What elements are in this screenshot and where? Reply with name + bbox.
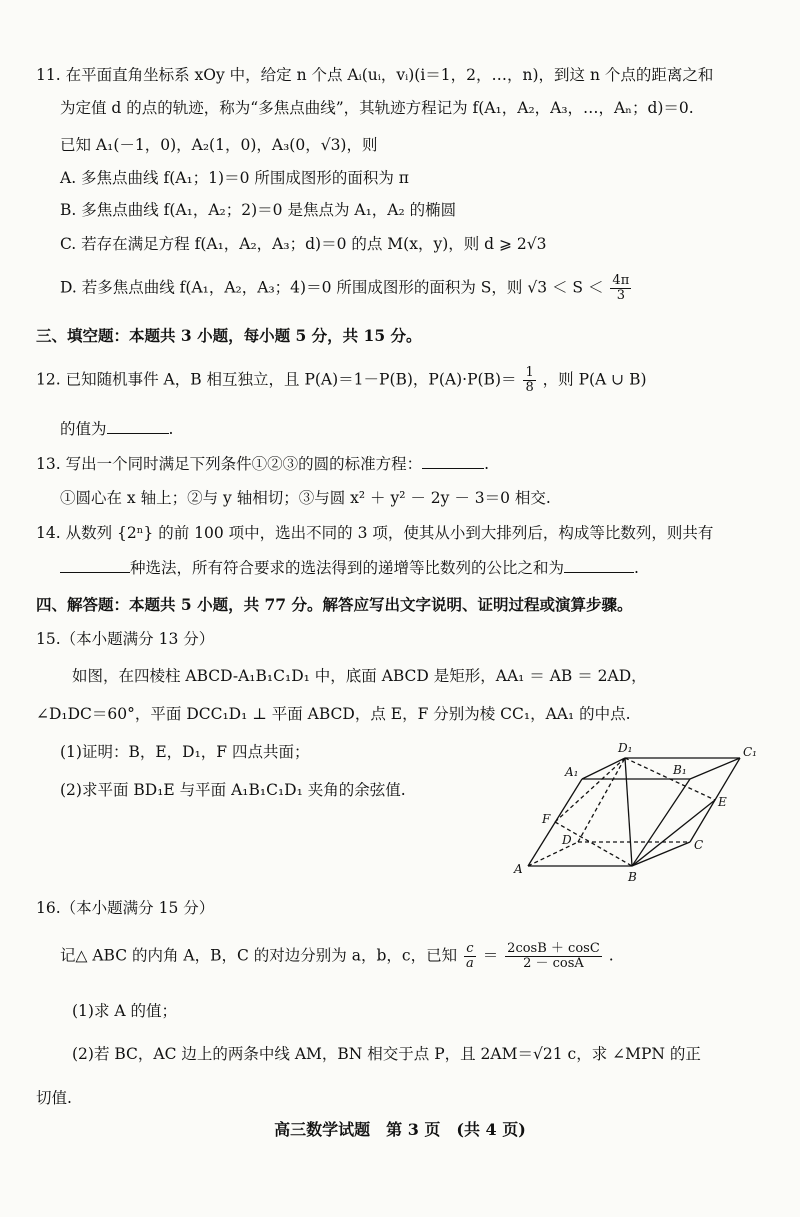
q16-heading: 16.（本小题满分 15 分）	[36, 899, 215, 917]
q14-line-1: 14. 从数列 {2ⁿ} 的前 100 项中，选出不同的 3 项，使其从小到大排列后，构成等比数列，则共有	[36, 524, 714, 542]
edge-bb1	[632, 779, 690, 866]
q11-option-d-fraction	[610, 274, 631, 303]
answer-blank[interactable]	[60, 558, 130, 573]
q11-option-c: C. 若存在满足方程 f(A₁，A₂，A₃；d)＝0 的点 M(x，y)，则 d ⩾ 2√3	[60, 235, 547, 253]
q11-option-d-text: D. 若多焦点曲线 f(A₁，A₂，A₃；4)＝0 所围成图形的面积为 S，则 √3 ＜ S ＜	[60, 278, 604, 297]
q12-fraction	[523, 366, 535, 395]
label-a: A	[514, 862, 523, 876]
fraction-denominator: 3	[616, 288, 625, 303]
label-d: D	[562, 833, 572, 847]
label-c1: C₁	[743, 745, 757, 759]
prism-figure	[510, 738, 772, 888]
fraction-denominator: a	[466, 956, 474, 971]
q11-line-3: 已知 A₁(－1，0)，A₂(1，0)，A₃(0，√3)，则	[60, 136, 378, 154]
label-f: F	[542, 812, 551, 826]
edge-b1c1	[690, 758, 740, 779]
fraction-denominator: 8	[525, 380, 534, 395]
q11-line-1: 11. 在平面直角坐标系 xOy 中，给定 n 个点 Aᵢ(uᵢ，vᵢ)(i＝1，2，…，n)，到这 n 个点的距离之和	[36, 66, 714, 84]
q12-text-pre: 12. 已知随机事件 A，B 相互独立，且 P(A)＝1－P(B)，P(A)·P(B)＝	[36, 370, 517, 389]
q12-text-post: ，则 P(A ∪ B)	[542, 370, 647, 389]
q11-line-2: 为定值 d 的点的轨迹，称为“多焦点曲线”，其轨迹方程记为 f(A₁，A₂，A₃，…，Aₙ；d)＝0.	[60, 99, 694, 117]
q11-option-d	[60, 274, 633, 303]
q13-text: 13. 写出一个同时满足下列条件①②③的圆的标准方程：	[36, 455, 423, 473]
fraction-numerator: 1	[525, 365, 534, 380]
q14-text: 种选法，所有符合要求的选法得到的递增等比数列的公比之和为	[130, 559, 565, 577]
answer-blank[interactable]	[107, 419, 169, 434]
q16-fraction-c-over-a	[464, 942, 476, 971]
label-a1: A₁	[565, 765, 579, 779]
q12-line-2: 的值为 .	[60, 420, 174, 438]
label-b1: B₁	[673, 763, 687, 777]
section-3-heading: 三、填空题：本题共 3 小题，每小题 5 分，共 15 分。	[36, 326, 422, 345]
q15-heading: 15.（本小题满分 13 分）	[36, 630, 215, 648]
fraction-numerator: c	[464, 942, 476, 957]
q16-text-pre: 记△ ABC 的内角 A，B，C 的对边分别为 a，b，c，已知	[60, 946, 458, 965]
q15-line-2: ∠D₁DC＝60°，平面 DCC₁D₁ ⊥ 平面 ABCD，点 E，F 分别为棱 CC₁，AA₁ 的中点.	[36, 705, 631, 723]
q14-line-2: 种选法，所有符合要求的选法得到的递增等比数列的公比之和为 .	[60, 557, 639, 579]
q13-line-1: 13. 写出一个同时满足下列条件①②③的圆的标准方程： .	[36, 455, 490, 473]
q12-answer-label: 的值为	[60, 420, 107, 438]
q16-line-end: .	[608, 946, 614, 965]
q11-option-b: B. 多焦点曲线 f(A₁，A₂；2)＝0 是焦点为 A₁，A₂ 的椭圆	[60, 201, 457, 219]
q16-equals: ＝	[482, 946, 499, 965]
q15-part-1: (1)证明：B，E，D₁，F 四点共面；	[60, 743, 310, 761]
q16-part-2-cont: 切值.	[36, 1089, 72, 1107]
q16-part-2: (2)若 BC，AC 边上的两条中线 AM，BN 相交于点 P，且 2AM＝√21 c，求 ∠MPN 的正	[72, 1045, 701, 1063]
label-c: C	[694, 838, 704, 852]
page-footer: 高三数学试题 第 3 页 (共 4 页)	[274, 1120, 526, 1139]
edge-dd1	[578, 758, 625, 842]
q16-part-1: (1)求 A 的值；	[72, 1002, 178, 1020]
q11-option-a: A. 多焦点曲线 f(A₁；1)＝0 所围成图形的面积为 π	[60, 169, 409, 187]
edge-a1d1	[582, 758, 625, 779]
label-b: B	[628, 870, 637, 884]
line-be	[632, 800, 715, 866]
q16-line-1	[60, 942, 614, 971]
label-d1: D₁	[618, 741, 633, 755]
line-d1b	[625, 758, 632, 866]
q13-line-2: ①圆心在 x 轴上；②与 y 轴相切；③与圆 x² ＋ y² － 2y － 3＝0 相交.	[60, 489, 551, 507]
section-4-heading: 四、解答题：本题共 5 小题，共 77 分。解答应写出文字说明、证明过程或演算步骤。	[36, 595, 633, 614]
q12-line-1	[36, 366, 647, 395]
label-e: E	[718, 795, 727, 809]
answer-blank[interactable]	[422, 454, 484, 469]
q16-fraction-cos	[505, 942, 602, 971]
q15-part-2: (2)求平面 BD₁E 与平面 A₁B₁C₁D₁ 夹角的余弦值.	[60, 781, 406, 799]
fraction-numerator: 2cosB ＋ cosC	[507, 941, 600, 956]
fraction-numerator: 4π	[612, 273, 630, 288]
answer-blank[interactable]	[564, 558, 634, 573]
fraction-denominator: 2 － cosA	[523, 956, 584, 971]
q15-line-1: 如图，在四棱柱 ABCD-A₁B₁C₁D₁ 中，底面 ABCD 是矩形，AA₁ ＝ AB ＝ 2AD，	[72, 667, 647, 685]
